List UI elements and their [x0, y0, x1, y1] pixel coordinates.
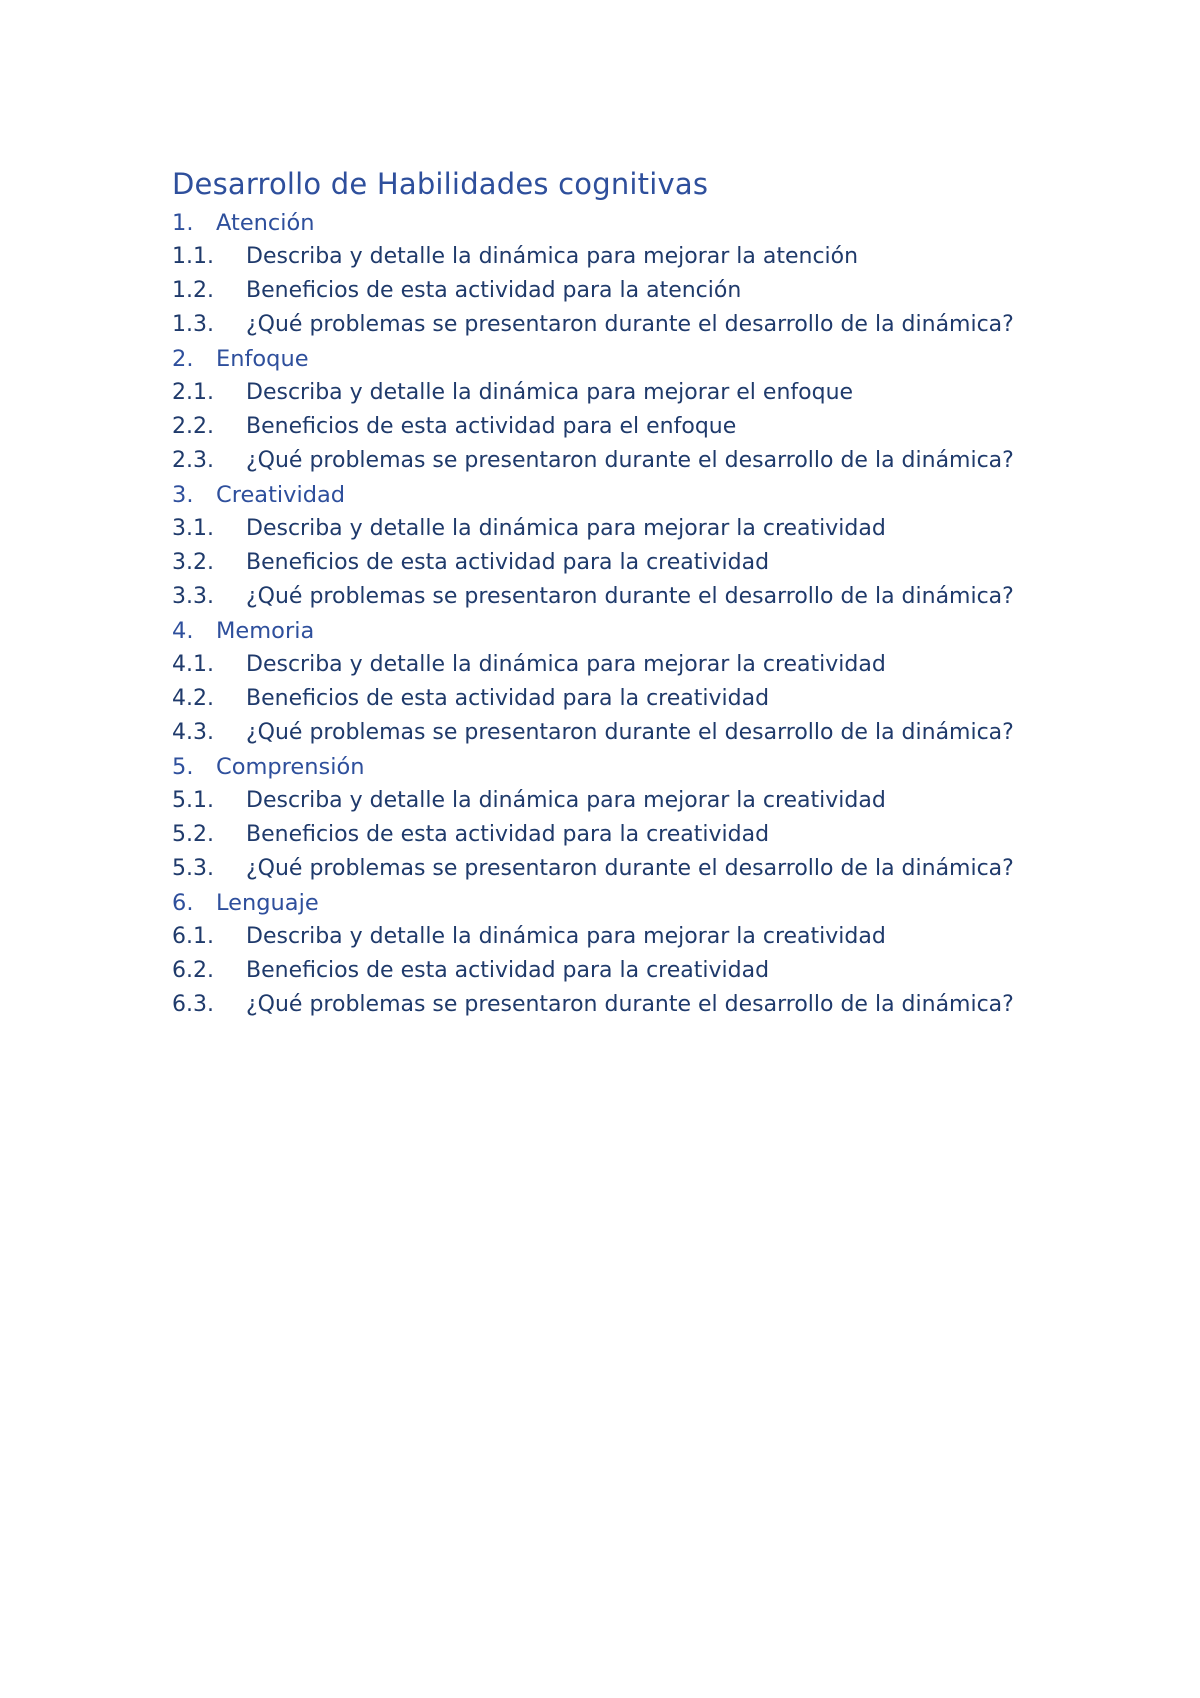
list-item [172, 242, 1034, 272]
section-atencion [172, 208, 1034, 340]
item-text: ¿Qué problemas se presentaron durante el desarrollo de la dinámica? [246, 856, 1014, 881]
item-text: Describa y detalle la dinámica para mejorar la creatividad [246, 788, 886, 813]
list-item [172, 684, 1034, 714]
section-lenguaje [172, 888, 1034, 1020]
section-heading [172, 344, 1034, 374]
item-number: 5.3. [172, 856, 214, 881]
list-item [172, 922, 1034, 952]
section-title: Lenguaje [216, 890, 319, 916]
item-number: 3.1. [172, 516, 214, 541]
item-number: 5.2. [172, 822, 214, 847]
item-number: 4.1. [172, 652, 214, 677]
section-heading [172, 480, 1034, 510]
document-page [172, 166, 1034, 1024]
item-text: Beneficios de esta actividad para la creatividad [246, 958, 770, 983]
list-item [172, 990, 1034, 1020]
item-number: 4.3. [172, 720, 214, 745]
section-heading [172, 752, 1034, 782]
section-enfoque [172, 344, 1034, 476]
section-title: Memoria [216, 618, 315, 644]
item-text: ¿Qué problemas se presentaron durante el desarrollo de la dinámica? [246, 992, 1014, 1017]
item-text: Describa y detalle la dinámica para mejorar la creatividad [246, 516, 886, 541]
item-text: ¿Qué problemas se presentaron durante el desarrollo de la dinámica? [246, 584, 1014, 609]
list-item [172, 718, 1034, 748]
list-item [172, 854, 1034, 884]
item-number: 2.1. [172, 380, 214, 405]
item-text: ¿Qué problemas se presentaron durante el desarrollo de la dinámica? [246, 448, 1014, 473]
item-number: 1.3. [172, 312, 214, 337]
list-item [172, 820, 1034, 850]
list-item [172, 582, 1034, 612]
list-item [172, 310, 1034, 340]
item-text: ¿Qué problemas se presentaron durante el desarrollo de la dinámica? [246, 720, 1014, 745]
item-text: Beneficios de esta actividad para la creatividad [246, 822, 770, 847]
item-text: ¿Qué problemas se presentaron durante el desarrollo de la dinámica? [246, 312, 1014, 337]
section-number: 3. [172, 482, 194, 508]
section-heading [172, 888, 1034, 918]
section-title: Comprensión [216, 754, 365, 780]
section-number: 1. [172, 210, 194, 236]
list-item [172, 446, 1034, 476]
item-text: Beneficios de esta actividad para la creatividad [246, 686, 770, 711]
section-title: Enfoque [216, 346, 309, 372]
item-text: Beneficios de esta actividad para el enfoque [246, 414, 737, 439]
section-title: Atención [216, 210, 315, 236]
section-heading [172, 208, 1034, 238]
item-number: 1.2. [172, 278, 214, 303]
item-text: Beneficios de esta actividad para la creatividad [246, 550, 770, 575]
section-title: Creatividad [216, 482, 346, 508]
item-number: 2.3. [172, 448, 214, 473]
list-item [172, 650, 1034, 680]
item-text: Describa y detalle la dinámica para mejorar la creatividad [246, 924, 886, 949]
list-item [172, 378, 1034, 408]
item-text: Describa y detalle la dinámica para mejorar la creatividad [246, 652, 886, 677]
section-number: 6. [172, 890, 194, 916]
section-heading [172, 616, 1034, 646]
list-item [172, 514, 1034, 544]
item-text: Beneficios de esta actividad para la atención [246, 278, 742, 303]
item-number: 6.2. [172, 958, 214, 983]
section-creatividad [172, 480, 1034, 612]
item-number: 4.2. [172, 686, 214, 711]
list-item [172, 412, 1034, 442]
section-number: 2. [172, 346, 194, 372]
document-title: Desarrollo de Habilidades cognitivas [172, 167, 709, 201]
list-item [172, 786, 1034, 816]
item-text: Describa y detalle la dinámica para mejorar el enfoque [246, 380, 854, 405]
item-number: 1.1. [172, 244, 214, 269]
item-number: 3.2. [172, 550, 214, 575]
section-number: 4. [172, 618, 194, 644]
list-item [172, 548, 1034, 578]
section-comprension [172, 752, 1034, 884]
item-number: 5.1. [172, 788, 214, 813]
item-number: 6.3. [172, 992, 214, 1017]
item-number: 2.2. [172, 414, 214, 439]
section-number: 5. [172, 754, 194, 780]
item-number: 6.1. [172, 924, 214, 949]
section-memoria [172, 616, 1034, 748]
item-text: Describa y detalle la dinámica para mejorar la atención [246, 244, 859, 269]
list-item [172, 276, 1034, 306]
list-item [172, 956, 1034, 986]
item-number: 3.3. [172, 584, 214, 609]
